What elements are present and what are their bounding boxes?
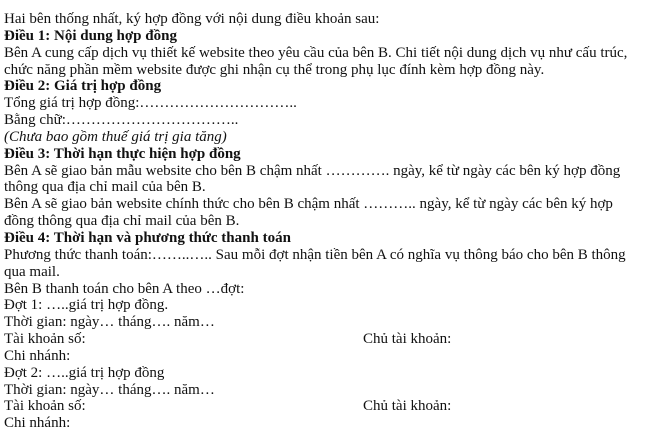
installment-2-time: Thời gian: ngày… tháng…. năm… bbox=[4, 381, 215, 398]
installment-2-branch: Chi nhánh: bbox=[4, 415, 71, 432]
article-4-text: qua mail. bbox=[4, 263, 60, 280]
article-1-text: Bên A cung cấp dịch vụ thiết kế website theo yêu cầu của bên B. Chi tiết nội dung dịch vụ như cấu trúc, bbox=[4, 44, 628, 61]
installment-1-title: Đợt 1: …..giá trị hợp đồng. bbox=[4, 297, 169, 314]
article-4-text: Bên B thanh toán cho bên A theo …đợt: bbox=[4, 280, 245, 297]
installment-2-title: Đợt 2: …..giá trị hợp đồng bbox=[4, 364, 165, 381]
article-3-text: Bên A sẽ giao bản website chính thức cho bên B chậm nhất ……….. ngày, kể từ ngày các bên ký hợp bbox=[4, 196, 613, 213]
article-3-heading: Điều 3: Thời hạn thực hiện hợp đồng bbox=[4, 145, 241, 162]
article-3-text: Bên A sẽ giao bản mẫu website cho bên B chậm nhất …………. ngày, kể từ ngày các bên ký hợp đồng bbox=[4, 162, 621, 179]
article-3-text: thông qua địa chỉ mail của bên B. bbox=[4, 179, 206, 196]
article-2-heading: Điều 2: Giá trị hợp đồng bbox=[4, 78, 162, 95]
account-holder-label: Chủ tài khoản: bbox=[363, 398, 452, 415]
article-1-text: chức năng phần mềm website được ghi nhận cụ thể trong phụ lục đính kèm hợp đồng này. bbox=[4, 61, 545, 78]
article-3-text: đồng thông qua địa chỉ mail của bên B. bbox=[4, 213, 240, 230]
total-value-field: Tổng giá trị hợp đồng:………………………….. bbox=[4, 95, 297, 112]
intro-text: Hai bên thống nhất, ký hợp đồng với nội dung điều khoản sau: bbox=[4, 11, 380, 27]
installment-2-account-row bbox=[4, 398, 650, 415]
vat-note: (Chưa bao gồm thuế giá trị gia tăng) bbox=[4, 128, 227, 145]
account-holder-label: Chủ tài khoản: bbox=[363, 331, 452, 348]
contract-document bbox=[4, 11, 650, 432]
account-number-label: Tài khoản số: bbox=[4, 398, 86, 415]
article-4-heading: Điều 4: Thời hạn và phương thức thanh toán bbox=[4, 229, 291, 246]
installment-1-time: Thời gian: ngày… tháng…. năm… bbox=[4, 314, 215, 331]
account-number-label: Tài khoản số: bbox=[4, 331, 86, 348]
installment-1-account-row bbox=[4, 331, 650, 348]
installment-1-branch: Chi nhánh: bbox=[4, 347, 71, 364]
article-1-heading: Điều 1: Nội dung hợp đồng bbox=[4, 27, 177, 44]
value-in-words-field: Bằng chữ:…………………………….. bbox=[4, 112, 239, 129]
article-4-text: Phương thức thanh toán:……..….. Sau mỗi đợt nhận tiền bên A có nghĩa vụ thông báo cho bên B thông bbox=[4, 246, 626, 263]
